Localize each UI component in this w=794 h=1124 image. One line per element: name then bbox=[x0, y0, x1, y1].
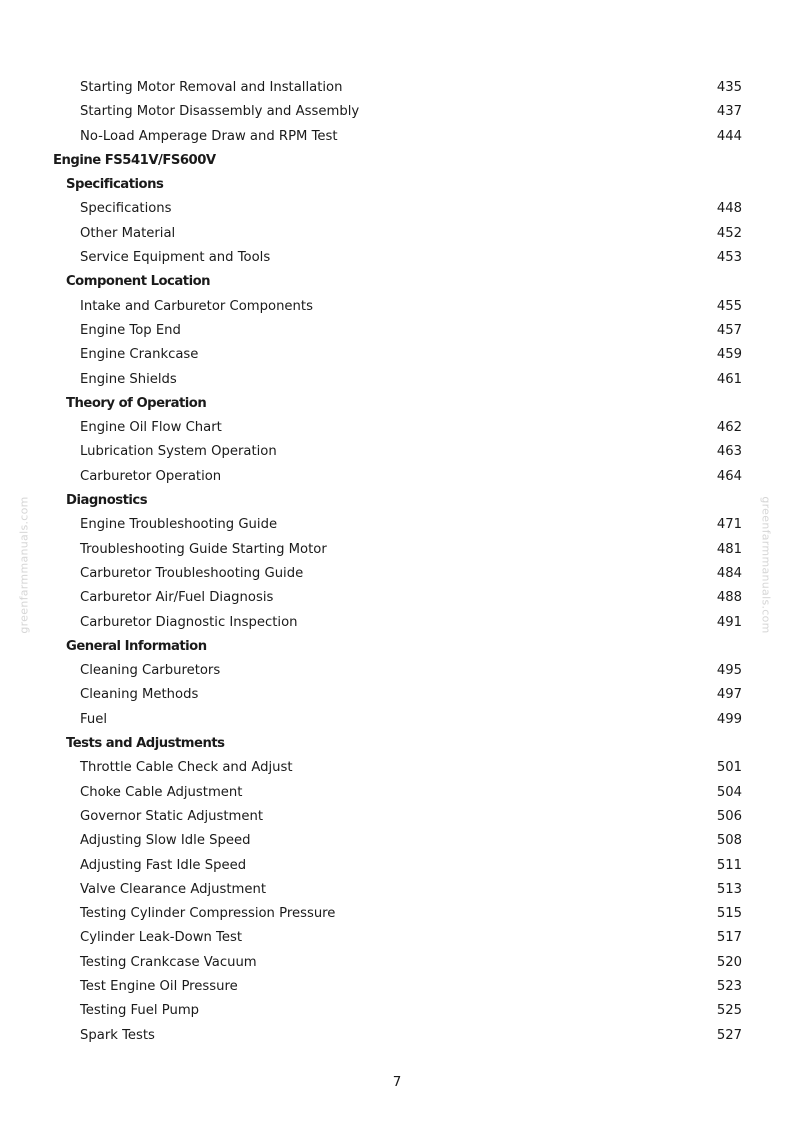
toc-entry[interactable] bbox=[0, 586, 794, 610]
toc-entry[interactable] bbox=[0, 513, 794, 537]
toc-entry[interactable] bbox=[0, 343, 794, 367]
page-number: 7 bbox=[392, 1074, 402, 1090]
toc-entry-page: 481 bbox=[716, 541, 742, 557]
toc-entry[interactable] bbox=[0, 829, 794, 853]
toc-entry-title: Engine Troubleshooting Guide bbox=[80, 517, 278, 533]
toc-entry-page: 464 bbox=[716, 468, 742, 484]
toc-entry-page: 444 bbox=[716, 128, 742, 144]
toc-entry-title: Carburetor Air/Fuel Diagnosis bbox=[80, 590, 274, 606]
toc-entry-title: Service Equipment and Tools bbox=[80, 250, 271, 266]
toc-entry-title: Troubleshooting Guide Starting Motor bbox=[80, 541, 327, 557]
toc-entry-page: 508 bbox=[716, 833, 742, 849]
toc-entry-title: Testing Crankcase Vacuum bbox=[80, 954, 257, 970]
toc-entry[interactable] bbox=[0, 975, 794, 999]
toc-heading bbox=[0, 489, 794, 513]
toc-entry[interactable] bbox=[0, 562, 794, 586]
toc-entry-title: Engine Oil Flow Chart bbox=[80, 420, 222, 436]
toc-entry[interactable] bbox=[0, 781, 794, 805]
toc-entry-page: 453 bbox=[716, 250, 742, 266]
toc-entry[interactable] bbox=[0, 416, 794, 440]
toc-heading bbox=[0, 173, 794, 197]
toc-entry-title: Testing Fuel Pump bbox=[80, 1003, 200, 1019]
toc-entry[interactable] bbox=[0, 100, 794, 124]
toc-entry-title: Theory of Operation bbox=[66, 395, 207, 411]
toc-entry[interactable] bbox=[0, 440, 794, 464]
toc-entry-title: Cylinder Leak-Down Test bbox=[80, 930, 243, 946]
toc-entry[interactable] bbox=[0, 319, 794, 343]
toc-entry[interactable] bbox=[0, 246, 794, 270]
toc-entry-page: 497 bbox=[716, 687, 742, 703]
toc-entry-title: Test Engine Oil Pressure bbox=[80, 978, 238, 994]
toc-entry-page: 457 bbox=[716, 322, 742, 338]
toc-heading bbox=[0, 392, 794, 416]
toc-entry-page: 527 bbox=[716, 1027, 742, 1043]
table-of-contents bbox=[0, 76, 794, 1048]
toc-entry[interactable] bbox=[0, 878, 794, 902]
toc-entry-page: 462 bbox=[716, 420, 742, 436]
toc-entry-title: General Information bbox=[66, 638, 207, 654]
toc-entry-title: Engine Crankcase bbox=[80, 347, 199, 363]
toc-entry-page: 491 bbox=[716, 614, 742, 630]
toc-entry-page: 515 bbox=[716, 906, 742, 922]
toc-entry-title: Carburetor Diagnostic Inspection bbox=[80, 614, 298, 630]
toc-entry-title: Choke Cable Adjustment bbox=[80, 784, 243, 800]
toc-entry-page: 448 bbox=[716, 201, 742, 217]
toc-entry-page: 520 bbox=[716, 954, 742, 970]
toc-entry[interactable] bbox=[0, 951, 794, 975]
toc-entry-page: 523 bbox=[716, 978, 742, 994]
toc-entry-page: 495 bbox=[716, 663, 742, 679]
toc-entry[interactable] bbox=[0, 1024, 794, 1048]
toc-entry-title: Adjusting Fast Idle Speed bbox=[80, 857, 247, 873]
toc-entry-page: 504 bbox=[716, 784, 742, 800]
toc-entry-page: 511 bbox=[716, 857, 742, 873]
toc-entry-page: 499 bbox=[716, 711, 742, 727]
toc-entry-title: Cleaning Carburetors bbox=[80, 663, 221, 679]
toc-entry[interactable] bbox=[0, 854, 794, 878]
toc-entry[interactable] bbox=[0, 538, 794, 562]
toc-entry-page: 461 bbox=[716, 371, 742, 387]
toc-entry[interactable] bbox=[0, 999, 794, 1023]
toc-entry-title: Engine FS541V/FS600V bbox=[53, 152, 216, 168]
toc-entry-page: 513 bbox=[716, 881, 742, 897]
toc-entry-title: Carburetor Operation bbox=[80, 468, 222, 484]
toc-entry-title: Engine Top End bbox=[80, 322, 181, 338]
toc-heading bbox=[0, 270, 794, 294]
toc-heading bbox=[0, 149, 794, 173]
toc-entry-title: Specifications bbox=[80, 201, 172, 217]
toc-entry[interactable] bbox=[0, 683, 794, 707]
toc-entry[interactable] bbox=[0, 708, 794, 732]
toc-entry-page: 506 bbox=[716, 808, 742, 824]
toc-entry-title: Spark Tests bbox=[80, 1027, 155, 1043]
toc-heading bbox=[0, 732, 794, 756]
toc-entry-page: 455 bbox=[716, 298, 742, 314]
toc-entry[interactable] bbox=[0, 756, 794, 780]
toc-entry[interactable] bbox=[0, 659, 794, 683]
watermark-right: greenfarmmanuals.com bbox=[759, 496, 773, 634]
toc-entry-title: Specifications bbox=[66, 177, 164, 193]
toc-entry-title: Other Material bbox=[80, 225, 176, 241]
toc-entry-page: 452 bbox=[716, 225, 742, 241]
toc-entry[interactable] bbox=[0, 926, 794, 950]
toc-entry-title: Starting Motor Disassembly and Assembly bbox=[80, 104, 360, 120]
toc-entry[interactable] bbox=[0, 125, 794, 149]
toc-entry-title: Adjusting Slow Idle Speed bbox=[80, 833, 251, 849]
watermark-left: greenfarmmanuals.com bbox=[17, 496, 31, 634]
toc-entry-page: 525 bbox=[716, 1003, 742, 1019]
toc-entry-title: Cleaning Methods bbox=[80, 687, 199, 703]
toc-entry[interactable] bbox=[0, 76, 794, 100]
toc-entry-title: Engine Shields bbox=[80, 371, 177, 387]
toc-entry[interactable] bbox=[0, 805, 794, 829]
toc-entry-title: Intake and Carburetor Components bbox=[80, 298, 313, 314]
toc-entry-title: Component Location bbox=[66, 274, 211, 290]
toc-entry-title: Valve Clearance Adjustment bbox=[80, 881, 267, 897]
toc-entry-title: Tests and Adjustments bbox=[66, 736, 225, 752]
toc-heading bbox=[0, 635, 794, 659]
toc-entry-title: Throttle Cable Check and Adjust bbox=[80, 760, 293, 776]
toc-entry-title: Governor Static Adjustment bbox=[80, 808, 264, 824]
toc-entry[interactable] bbox=[0, 611, 794, 635]
toc-entry[interactable] bbox=[0, 295, 794, 319]
toc-entry-title: Lubrication System Operation bbox=[80, 444, 277, 460]
toc-entry[interactable] bbox=[0, 902, 794, 926]
toc-entry-page: 488 bbox=[716, 590, 742, 606]
toc-entry-page: 463 bbox=[716, 444, 742, 460]
toc-entry-page: 437 bbox=[716, 104, 742, 120]
toc-entry-page: 484 bbox=[716, 565, 742, 581]
toc-entry[interactable] bbox=[0, 222, 794, 246]
toc-entry-page: 517 bbox=[716, 930, 742, 946]
toc-entry-title: No-Load Amperage Draw and RPM Test bbox=[80, 128, 338, 144]
toc-entry-title: Fuel bbox=[80, 711, 107, 727]
toc-entry-page: 471 bbox=[716, 517, 742, 533]
toc-entry-title: Starting Motor Removal and Installation bbox=[80, 80, 343, 95]
toc-entry-title: Diagnostics bbox=[66, 493, 148, 509]
toc-entry-title: Testing Cylinder Compression Pressure bbox=[80, 906, 336, 922]
toc-entry-page: 501 bbox=[716, 760, 742, 776]
toc-entry[interactable] bbox=[0, 465, 794, 489]
toc-entry-page: 459 bbox=[716, 347, 742, 363]
toc-entry[interactable] bbox=[0, 197, 794, 221]
toc-entry[interactable] bbox=[0, 368, 794, 392]
toc-entry-page: 435 bbox=[716, 80, 742, 95]
toc-entry-title: Carburetor Troubleshooting Guide bbox=[80, 565, 304, 581]
